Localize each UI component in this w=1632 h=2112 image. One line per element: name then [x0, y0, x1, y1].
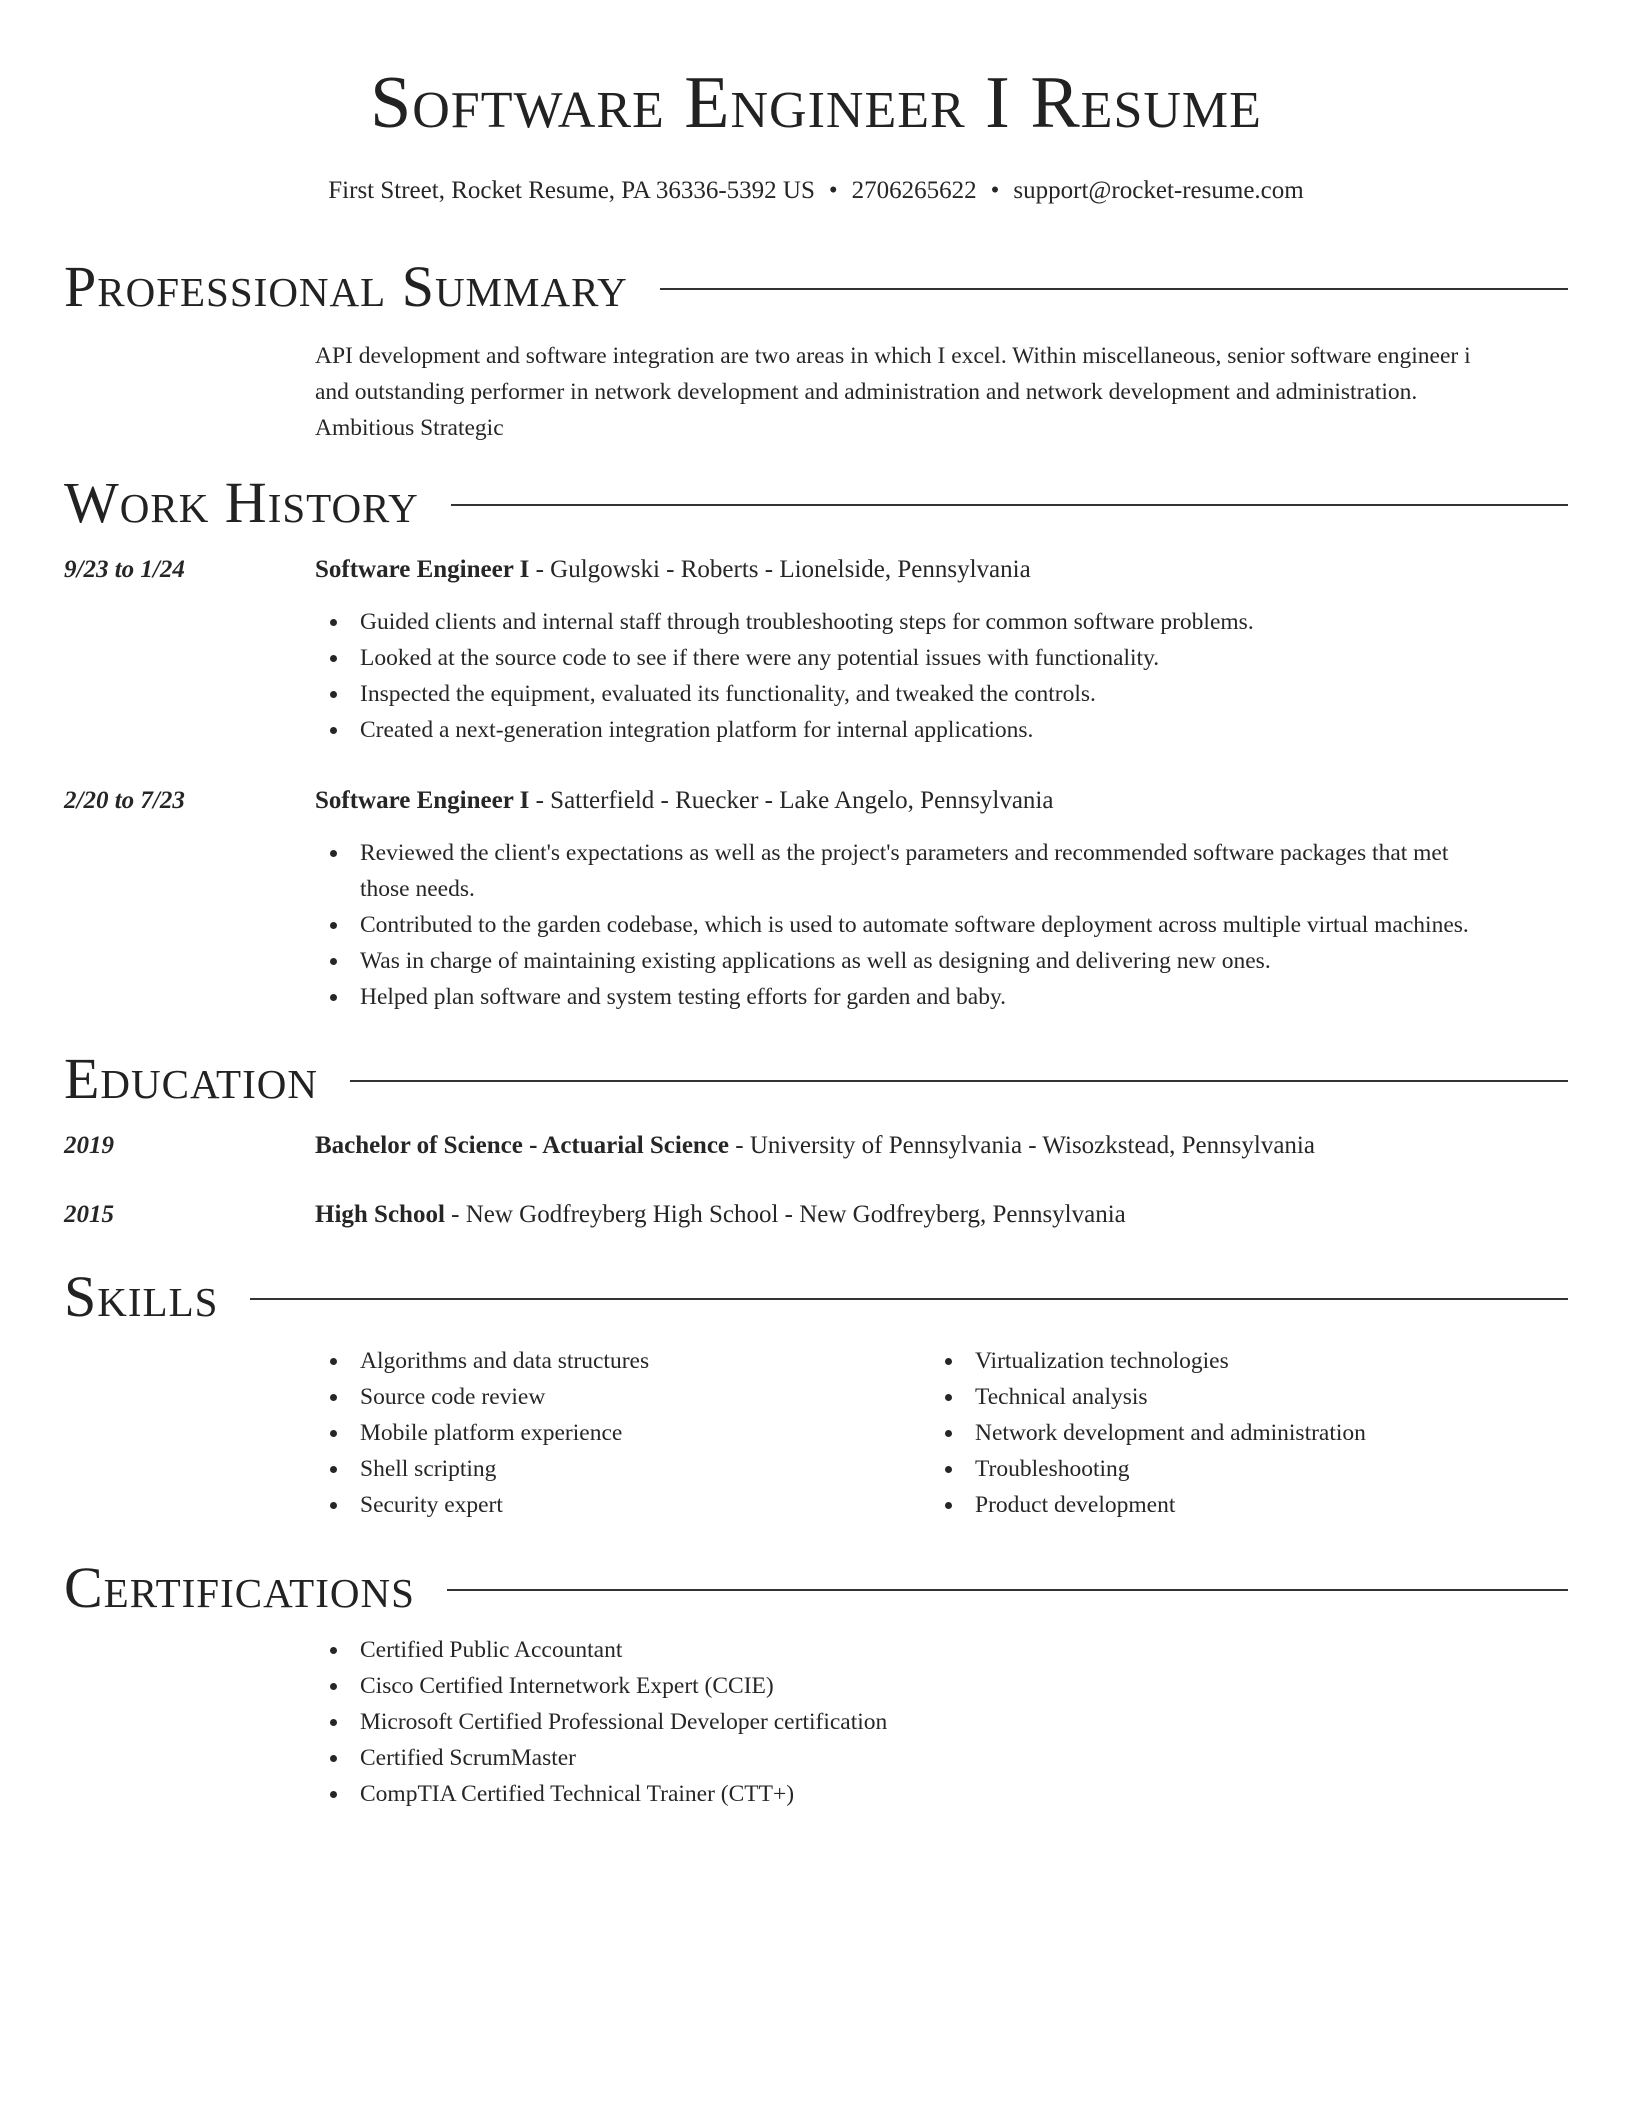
list-item: Mobile platform experience	[315, 1415, 915, 1451]
list-item: Virtualization technologies	[930, 1343, 1530, 1379]
education-year: 2015	[64, 1201, 114, 1228]
skills-section-header	[64, 1262, 1568, 1332]
summary-text	[315, 338, 1562, 446]
contact-address: First Street, Rocket Resume, PA 36336-5392 US	[328, 177, 815, 204]
job-details: - Satterfield - Ruecker - Lake Angelo, Pennsylvania	[529, 787, 1054, 814]
work-section-header	[64, 468, 1568, 538]
list-item: Troubleshooting	[930, 1451, 1530, 1487]
education-section-title: Education	[64, 1046, 318, 1111]
work-section-title: Work History	[64, 470, 419, 535]
education-degree: High School	[315, 1201, 445, 1228]
contact-separator: •	[828, 177, 838, 204]
list-item	[315, 835, 1562, 907]
section-divider	[250, 1298, 1568, 1300]
education-heading	[315, 1128, 1568, 1164]
education-entry	[64, 1197, 1568, 1233]
job-dates: 2/20 to 7/23	[64, 787, 185, 814]
list-item: Certified ScrumMaster	[315, 1740, 1215, 1776]
section-divider	[660, 288, 1568, 290]
list-item: Contributed to the garden codebase, which is used to automate software deployment across multiple virtual machines.	[315, 907, 1562, 943]
skills-list-left	[315, 1343, 915, 1523]
section-divider	[447, 1589, 1568, 1591]
list-item: Looked at the source code to see if there were any potential issues with functionality.	[315, 640, 1562, 676]
summary-line: Ambitious Strategic	[315, 415, 504, 441]
contact-phone: 2706265622	[851, 177, 977, 204]
bullet-line: those needs.	[360, 876, 475, 902]
job-dates: 9/23 to 1/24	[64, 556, 185, 583]
list-item: Cisco Certified Internetwork Expert (CCIE)	[315, 1668, 1215, 1704]
list-item: CompTIA Certified Technical Trainer (CTT+)	[315, 1776, 1215, 1812]
list-item: Network development and administration	[930, 1415, 1530, 1451]
list-item: Microsoft Certified Professional Developer certification	[315, 1704, 1215, 1740]
list-item: Shell scripting	[315, 1451, 915, 1487]
list-item: Guided clients and internal staff through troubleshooting steps for common software problems.	[315, 604, 1562, 640]
job-bullets	[315, 835, 1562, 1015]
list-item: Source code review	[315, 1379, 915, 1415]
skills-section-title: Skills	[64, 1264, 219, 1329]
list-item: Inspected the equipment, evaluated its functionality, and tweaked the controls.	[315, 676, 1562, 712]
job-title: Software Engineer I	[315, 556, 530, 583]
certifications-list	[315, 1632, 1215, 1812]
contact-line	[0, 176, 1632, 206]
summary-line: API development and software integration are two areas in which I excel. Within miscellaneous, senior software engineer i	[315, 343, 1471, 369]
education-details: - New Godfreyberg High School - New Godfreyberg, Pennsylvania	[444, 1201, 1126, 1228]
summary-section-header	[64, 252, 1568, 322]
contact-separator: •	[990, 177, 1000, 204]
list-item: Was in charge of maintaining existing applications as well as designing and delivering new ones.	[315, 943, 1562, 979]
certifications-section-header	[64, 1553, 1568, 1623]
education-entry	[64, 1128, 1568, 1164]
job-entry	[64, 783, 1568, 819]
list-item: Created a next-generation integration platform for internal applications.	[315, 712, 1562, 748]
education-heading	[315, 1197, 1568, 1233]
section-divider	[451, 504, 1568, 506]
job-entry	[64, 552, 1568, 588]
education-details: - University of Pennsylvania - Wisozkstead, Pennsylvania	[729, 1132, 1315, 1159]
job-title: Software Engineer I	[315, 787, 530, 814]
education-year: 2019	[64, 1132, 114, 1159]
list-item: Technical analysis	[930, 1379, 1530, 1415]
list-item: Security expert	[315, 1487, 915, 1523]
summary-section-title: Professional Summary	[64, 254, 628, 319]
certifications-section-title: Certifications	[64, 1555, 415, 1620]
contact-email[interactable]: support@rocket-resume.com	[1013, 177, 1304, 204]
list-item: Product development	[930, 1487, 1530, 1523]
job-details: - Gulgowski - Roberts - Lionelside, Pennsylvania	[529, 556, 1031, 583]
list-item: Helped plan software and system testing efforts for garden and baby.	[315, 979, 1562, 1015]
job-bullets	[315, 604, 1562, 748]
skills-list-right	[930, 1343, 1530, 1523]
list-item: Algorithms and data structures	[315, 1343, 915, 1379]
bullet-line: Reviewed the client's expectations as well as the project's parameters and recommended software packages that met	[360, 840, 1449, 866]
list-item: Certified Public Accountant	[315, 1632, 1215, 1668]
section-divider	[350, 1080, 1568, 1082]
job-heading	[315, 783, 1568, 819]
education-section-header	[64, 1044, 1568, 1114]
education-degree: Bachelor of Science - Actuarial Science	[315, 1132, 730, 1159]
summary-line: and outstanding performer in network development and administration and network development and administration.	[315, 379, 1418, 405]
resume-title: Software Engineer I Resume	[370, 62, 1262, 144]
job-heading	[315, 552, 1568, 588]
